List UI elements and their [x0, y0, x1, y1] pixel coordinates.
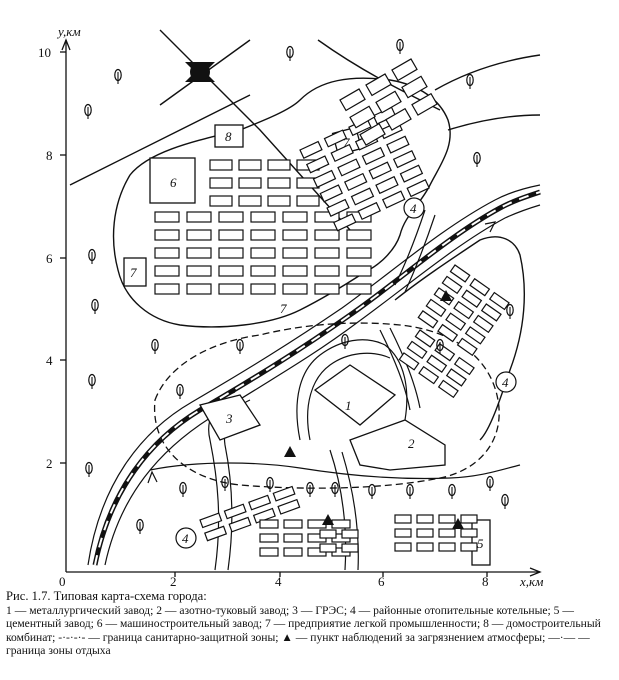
building-block	[283, 212, 307, 222]
building-block	[273, 486, 295, 500]
building-block	[187, 284, 211, 294]
building-block	[249, 495, 271, 509]
building-block	[219, 266, 243, 276]
building-block	[251, 266, 275, 276]
x-axis-label: x,км	[520, 574, 544, 589]
building-block	[187, 248, 211, 258]
building-block	[251, 230, 275, 240]
caption-legend: 1 — металлургический завод; 2 — азотно-туковый завод; 3 — ГРЭС; 4 — районные отопительные котельные; 5 — цементный завод; 6 — машиностроительный завод; 7 — предприятие легкой промышленности; 8 — домостроительный комбинат; -·-·-·- — граница санитарно-защитной зоны; ▲ — пункт наблюдений за загрязнением атмосферы; —·— — граница зоны отдыха	[6, 603, 601, 658]
building-block	[450, 265, 469, 282]
building-block	[438, 325, 457, 342]
tree-icon	[152, 340, 158, 355]
building-block	[482, 304, 501, 321]
building-block	[350, 106, 375, 127]
tree-icon	[287, 47, 293, 62]
tree-icon	[89, 375, 95, 390]
building-block	[338, 159, 360, 176]
building-block	[239, 178, 261, 188]
building-block	[251, 284, 275, 294]
building-block	[315, 230, 339, 240]
building-block	[210, 178, 232, 188]
building-block	[439, 380, 458, 397]
building-block	[219, 212, 243, 222]
building-block	[219, 284, 243, 294]
facility-number: 4	[502, 375, 509, 390]
building-block	[345, 174, 367, 191]
y-tick-label: 2	[46, 456, 53, 471]
building-block	[155, 230, 179, 240]
building-block	[283, 284, 307, 294]
building-block	[284, 548, 302, 556]
building-block	[278, 500, 300, 514]
x-tick-label: 0	[59, 574, 66, 589]
building-block	[187, 266, 211, 276]
building-block	[251, 248, 275, 258]
building-block	[315, 266, 339, 276]
building-block	[260, 548, 278, 556]
building-block	[418, 311, 437, 328]
building-block	[315, 284, 339, 294]
building-block	[399, 353, 418, 370]
x-tick-label: 6	[378, 574, 385, 589]
tree-icon	[502, 495, 508, 510]
building-block	[383, 191, 405, 208]
facility-number: 7	[343, 135, 350, 150]
facility-number: 1	[345, 398, 352, 413]
facility-number: 2	[408, 436, 415, 451]
building-block	[300, 142, 322, 159]
building-block	[315, 248, 339, 258]
tree-icon	[474, 153, 480, 168]
y-axis-label: y,км	[58, 24, 81, 39]
building-block	[402, 76, 427, 97]
building-block	[362, 148, 384, 165]
building-block	[490, 293, 509, 310]
building-block	[395, 515, 411, 523]
tree-icon	[407, 485, 413, 500]
building-block	[470, 279, 489, 296]
building-block	[219, 248, 243, 258]
building-block	[314, 171, 336, 188]
facility-number: 4	[410, 201, 417, 216]
building-block	[455, 358, 474, 375]
building-block	[461, 515, 477, 523]
building-block	[297, 196, 319, 206]
building-block	[284, 520, 302, 528]
building-block	[369, 162, 391, 179]
building-block	[394, 151, 416, 168]
tree-icon	[369, 485, 375, 500]
building-block	[320, 530, 336, 538]
building-block	[342, 530, 358, 538]
building-block	[439, 543, 455, 551]
tree-icon	[137, 520, 143, 535]
building-block	[205, 526, 227, 540]
building-block	[461, 543, 477, 551]
tree-icon	[85, 105, 91, 120]
building-block	[400, 165, 422, 182]
building-block	[446, 313, 465, 330]
building-block	[426, 299, 445, 316]
building-block	[283, 230, 307, 240]
facility-number: 4	[182, 531, 189, 546]
facility-number: 3	[226, 411, 233, 426]
tree-icon	[89, 250, 95, 265]
building-block	[407, 341, 426, 358]
tree-icon	[92, 300, 98, 315]
facility-number: 6	[170, 175, 177, 190]
building-block	[268, 196, 290, 206]
building-block	[224, 504, 246, 518]
building-block	[466, 327, 485, 344]
building-block	[347, 230, 371, 240]
tree-icon	[180, 483, 186, 498]
building-block	[395, 543, 411, 551]
building-block	[155, 212, 179, 222]
tree-icon	[86, 463, 92, 478]
building-block	[407, 180, 429, 197]
tree-icon	[332, 483, 338, 498]
building-block	[427, 355, 446, 372]
building-block	[283, 248, 307, 258]
tree-icon	[487, 477, 493, 492]
facility-number: 5	[477, 536, 484, 551]
building-block	[474, 315, 493, 332]
building-block	[187, 230, 211, 240]
building-block	[210, 160, 232, 170]
building-block	[461, 529, 477, 537]
x-tick-label: 8	[482, 574, 489, 589]
building-block	[251, 212, 275, 222]
facility-number: 7	[130, 265, 137, 280]
building-block	[260, 534, 278, 542]
building-block	[342, 544, 358, 552]
tree-icon	[177, 385, 183, 400]
building-block	[439, 529, 455, 537]
tree-icon	[467, 75, 473, 90]
building-block	[417, 515, 433, 523]
tree-icon	[307, 483, 313, 498]
building-block	[352, 188, 374, 205]
building-block	[239, 160, 261, 170]
building-block	[332, 520, 350, 528]
building-block	[376, 91, 401, 112]
y-tick-label: 4	[46, 353, 53, 368]
building-block	[239, 196, 261, 206]
x-tick-label: 4	[275, 574, 282, 589]
building-block	[268, 160, 290, 170]
tree-icon	[397, 40, 403, 55]
building-block	[210, 196, 232, 206]
building-block	[347, 284, 371, 294]
figure-caption	[6, 590, 612, 658]
building-block	[155, 284, 179, 294]
building-block	[417, 529, 433, 537]
building-block	[376, 177, 398, 194]
building-block	[417, 543, 433, 551]
building-block	[320, 185, 342, 202]
building-block	[419, 367, 438, 384]
road-interchange	[185, 62, 215, 82]
railway	[88, 185, 540, 565]
building-block	[260, 520, 278, 528]
y-tick-label: 8	[46, 148, 53, 163]
building-block	[462, 290, 481, 307]
building-block	[155, 248, 179, 258]
building-block	[442, 276, 461, 293]
tree-icon	[115, 70, 121, 85]
building-block	[347, 248, 371, 258]
tree-icon	[507, 305, 513, 320]
tree-icon	[267, 478, 273, 493]
building-block	[412, 94, 437, 115]
building-block	[439, 515, 455, 523]
facility-number: 8	[225, 129, 232, 144]
building-block	[447, 369, 466, 386]
building-block	[366, 74, 391, 95]
building-block	[284, 534, 302, 542]
building-block	[268, 178, 290, 188]
building-block	[347, 266, 371, 276]
building-block	[458, 338, 477, 355]
tree-icon	[449, 485, 455, 500]
building-block	[392, 59, 417, 80]
building-block	[219, 230, 243, 240]
building-block	[187, 212, 211, 222]
tree-icon	[237, 340, 243, 355]
building-block	[415, 330, 434, 347]
y-tick-label: 10	[38, 45, 51, 60]
caption-title: Рис. 1.7. Типовая карта-схема города:	[6, 589, 207, 603]
tree-icon	[222, 477, 228, 492]
building-block	[395, 529, 411, 537]
building-block	[387, 136, 409, 153]
building-block	[320, 544, 336, 552]
building-block	[283, 266, 307, 276]
building-block	[454, 302, 473, 319]
facility-number: 7	[280, 301, 287, 316]
building-block	[340, 89, 365, 110]
y-tick-label: 6	[46, 251, 53, 266]
x-tick-label: 2	[170, 574, 177, 589]
building-block	[155, 266, 179, 276]
building-block	[435, 344, 454, 361]
